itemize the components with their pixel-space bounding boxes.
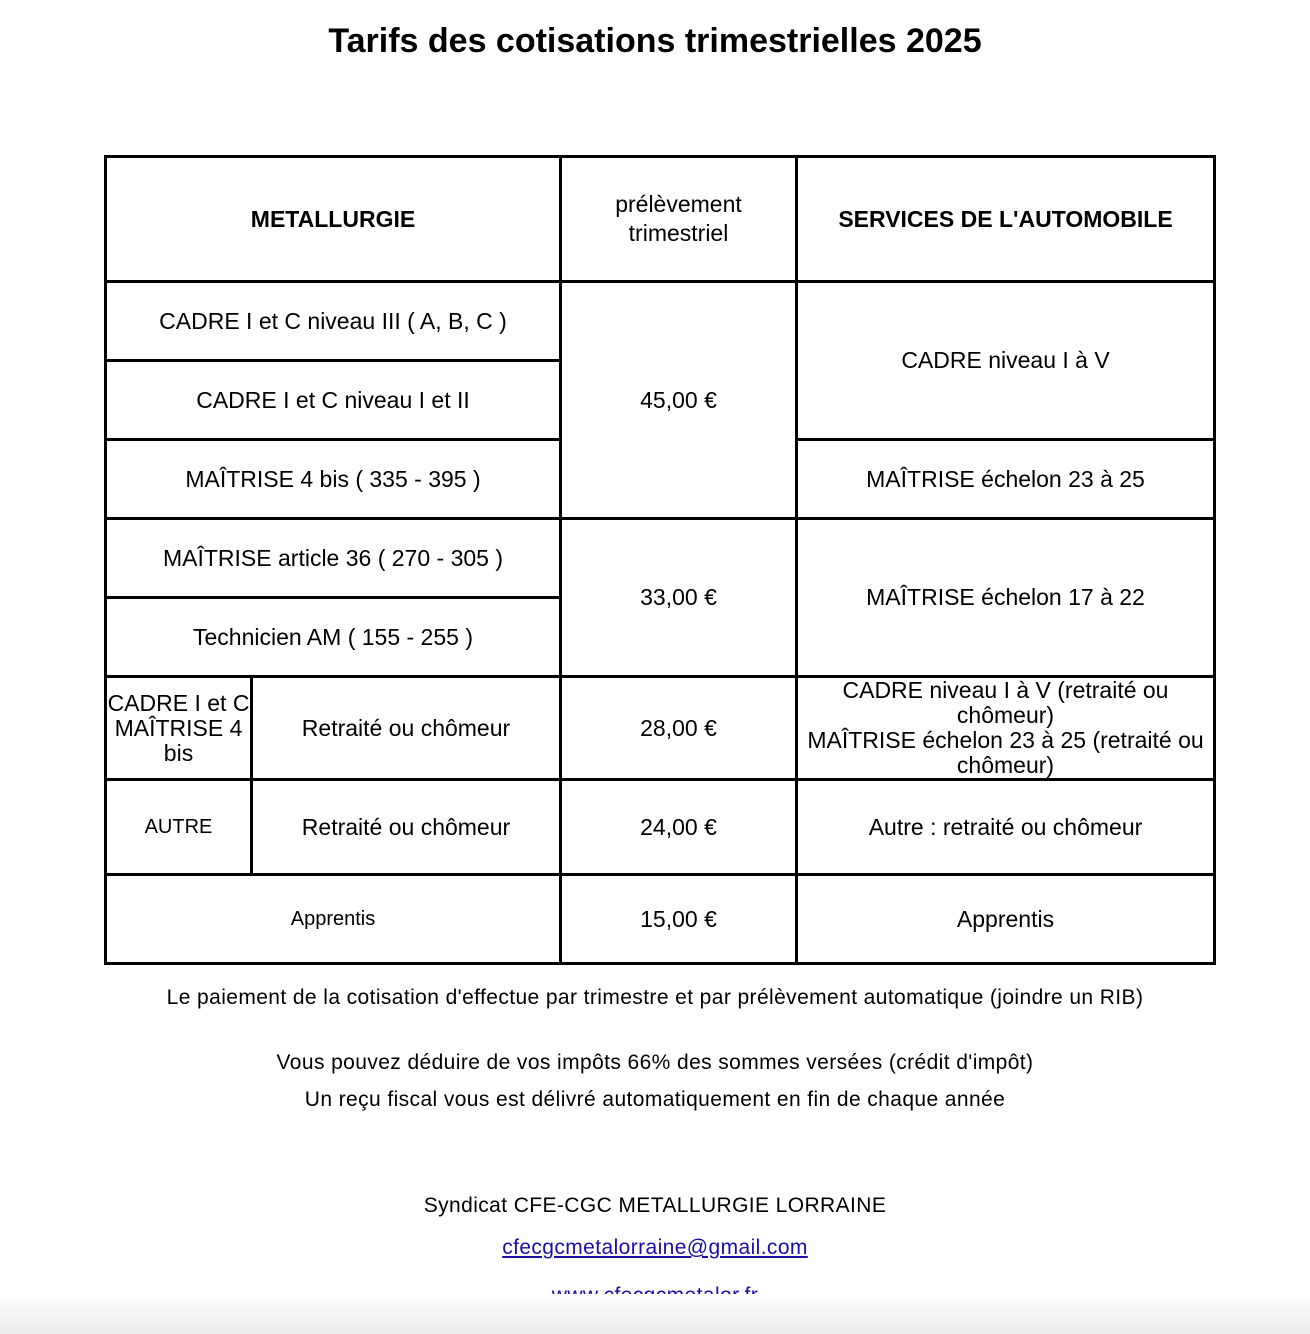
tariff-table xyxy=(104,155,1216,965)
cell-auto-autre: Autre : retraité ou chômeur xyxy=(797,780,1215,875)
cell-auto-maitrise-17-22: MAÎTRISE échelon 17 à 22 xyxy=(797,519,1215,677)
header-services-automobile: SERVICES DE L'AUTOMOBILE xyxy=(797,157,1215,282)
cell-apprentis-metallurgie: Apprentis xyxy=(106,875,561,964)
price-15: 15,00 € xyxy=(561,875,797,964)
cell-retired-label-autre: Retraité ou chômeur xyxy=(252,780,561,875)
retired-category-line2: MAÎTRISE 4 bis xyxy=(114,714,243,766)
page-title: Tarifs des cotisations trimestrielles 2025 xyxy=(328,22,982,60)
cell-cadre-niveau-3: CADRE I et C niveau III ( A, B, C ) xyxy=(106,282,561,361)
cell-maitrise-article-36: MAÎTRISE article 36 ( 270 - 305 ) xyxy=(106,519,561,598)
header-prelevement xyxy=(561,157,797,282)
email-link[interactable]: cfecgcmetalorraine@gmail.com xyxy=(502,1236,808,1259)
price-33: 33,00 € xyxy=(561,519,797,677)
header-prelevement-line2: trimestriel xyxy=(628,220,729,246)
auto-retired-line2: MAÎTRISE échelon 23 à 25 (retraité ou chômeur) xyxy=(807,727,1204,778)
price-28: 28,00 € xyxy=(561,677,797,780)
table-row xyxy=(106,677,1215,780)
table-row xyxy=(106,875,1215,964)
table-row xyxy=(106,282,1215,361)
cell-cadre-niveau-1-2: CADRE I et C niveau I et II xyxy=(106,361,561,440)
retired-category-line1: CADRE I et C xyxy=(107,689,250,716)
cell-autre: AUTRE xyxy=(106,780,252,875)
cell-maitrise-4bis: MAÎTRISE 4 bis ( 335 - 395 ) xyxy=(106,440,561,519)
table-row xyxy=(106,519,1215,598)
header-metallurgie: METALLURGIE xyxy=(106,157,561,282)
price-45: 45,00 € xyxy=(561,282,797,519)
header-prelevement-line1: prélèvement xyxy=(615,191,742,217)
cell-auto-cadre: CADRE niveau I à V xyxy=(797,282,1215,440)
tax-note-line1: Vous pouvez déduire de vos impôts 66% des sommes versées (crédit d'impôt) xyxy=(276,1051,1034,1074)
payment-note: Le paiement de la cotisation d'effectue par trimestre et par prélèvement automatique (joindre un RIB) xyxy=(166,986,1144,1009)
cell-technicien: Technicien AM ( 155 - 255 ) xyxy=(106,598,561,677)
cell-auto-retired xyxy=(797,677,1215,780)
org-name: Syndicat CFE-CGC METALLURGIE LORRAINE xyxy=(423,1194,887,1217)
email-link-wrap xyxy=(0,1236,1310,1260)
auto-retired-line1: CADRE niveau I à V (retraité ou chômeur) xyxy=(842,677,1169,728)
table-header-row xyxy=(106,157,1215,282)
tax-note-line2: Un reçu fiscal vous est délivré automatiquement en fin de chaque année xyxy=(304,1088,1006,1111)
price-24: 24,00 € xyxy=(561,780,797,875)
cell-auto-maitrise-23-25: MAÎTRISE échelon 23 à 25 xyxy=(797,440,1215,519)
cell-apprentis-automobile: Apprentis xyxy=(797,875,1215,964)
bottom-shade xyxy=(0,1294,1310,1334)
table-row xyxy=(106,780,1215,875)
cell-retired-label: Retraité ou chômeur xyxy=(252,677,561,780)
cell-retired-category xyxy=(106,677,252,780)
